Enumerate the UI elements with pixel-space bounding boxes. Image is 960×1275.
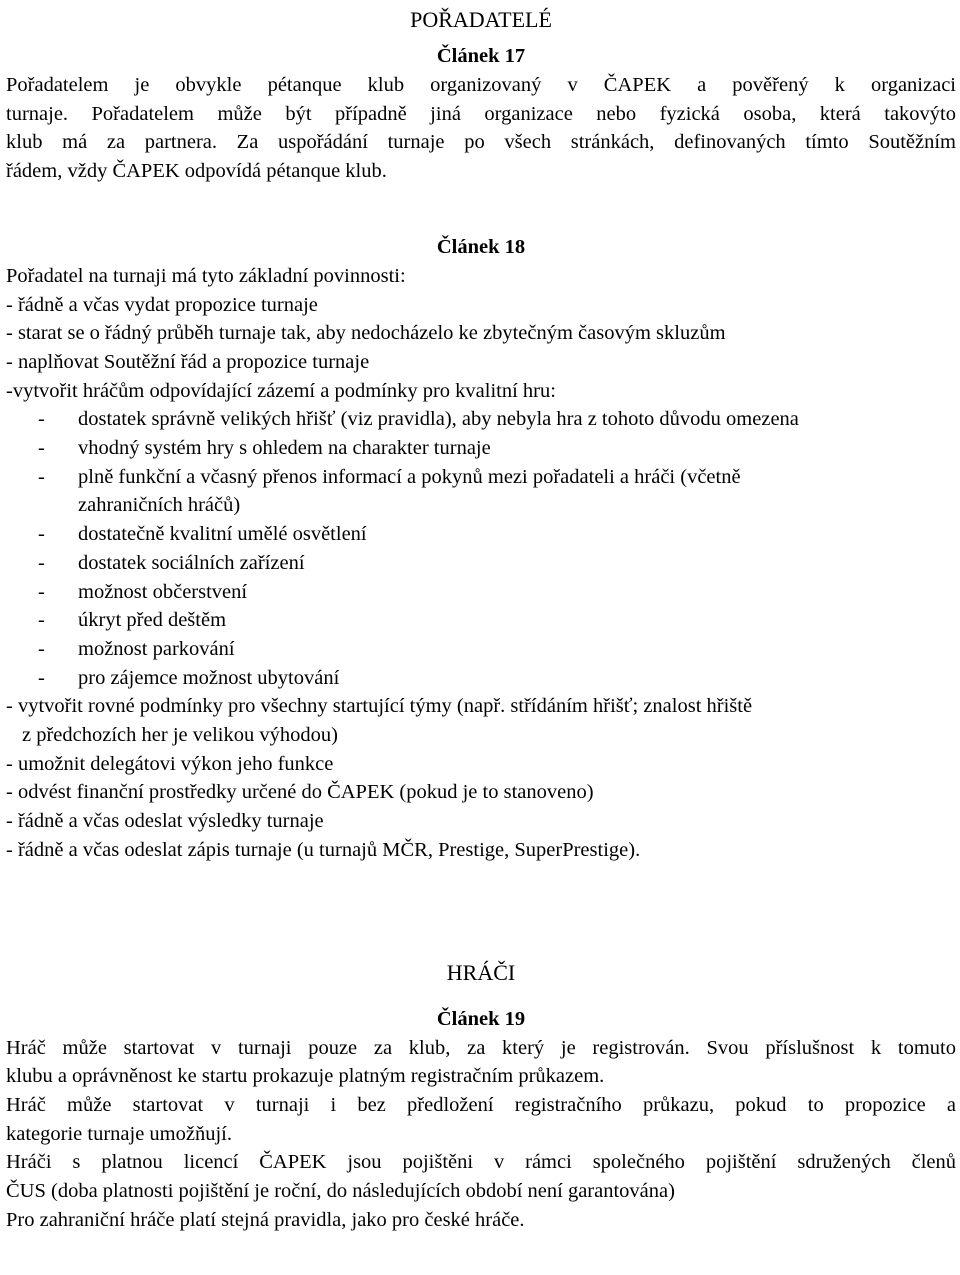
duty-item: - vytvořit rovné podmínky pro všechny startující týmy (např. střídáním hřišť; znalost hřiště xyxy=(6,695,753,718)
sub-item-text: pro zájemce možnost ubytování xyxy=(78,666,340,689)
sub-item-dash: - xyxy=(38,609,45,632)
sub-item xyxy=(6,405,956,434)
article-19-line: klubu a oprávněnost ke startu prokazuje platným registračním průkazem. xyxy=(6,1065,605,1088)
duty-item: - umožnit delegátovi výkon jeho funkce xyxy=(6,752,334,775)
duty-item: -vytvořit hráčům odpovídající zázemí a podmínky pro kvalitní hru: xyxy=(6,379,556,402)
sub-item xyxy=(6,434,956,463)
sub-item xyxy=(6,635,956,664)
article-18-text xyxy=(6,262,956,865)
article-19-line: Pro zahraniční hráče platí stejná pravidla, jako pro české hráče. xyxy=(6,1208,525,1231)
sub-item-text: dostatečně kvalitní umělé osvětlení xyxy=(78,523,367,546)
sub-item-dash: - xyxy=(38,523,45,546)
article-19-line: Hráč může startovat v turnaji i bez předložení registračního průkazu, pokud to propozice a xyxy=(6,1093,956,1116)
sub-item xyxy=(6,549,956,578)
duty-item: - řádně a včas vydat propozice turnaje xyxy=(6,293,318,316)
article-17-title: Článek 17 xyxy=(436,45,526,67)
article-17-line: řádem, vždy ČAPEK odpovídá pétanque klub. xyxy=(6,160,387,183)
sub-item-text: dostatek sociálních zařízení xyxy=(78,551,305,574)
article-19-text xyxy=(6,1034,956,1235)
article-19-title: Článek 19 xyxy=(436,1007,526,1030)
article-18-intro: Pořadatel na turnaji má tyto základní povinnosti: xyxy=(6,264,406,287)
article-17-line: turnaje. Pořadatelem může být případně jiná organizace nebo fyzická osoba, která takovýto xyxy=(6,102,956,125)
sub-item-text: dostatek správně velikých hřišť (viz pravidla), aby nebyla hra z tohoto důvodu omezena xyxy=(78,408,799,431)
sub-item-dash: - xyxy=(38,465,45,488)
duty-item: - odvést finanční prostředky určené do ČAPEK (pokud je to stanoveno) xyxy=(6,781,594,804)
sub-item-dash: - xyxy=(38,437,45,460)
sub-item-text: úkryt před deštěm xyxy=(78,609,227,632)
document-page xyxy=(6,0,956,1235)
sub-item-continuation: zahraničních hráčů) xyxy=(78,494,241,517)
sub-item-text: vhodný systém hry s ohledem na charakter turnaje xyxy=(78,437,491,460)
sub-item xyxy=(6,578,956,607)
article-19-line: Hráč může startovat v turnaji pouze za klub, za který je registrován. Svou příslušnost k tomuto xyxy=(6,1036,956,1059)
article-18-title: Článek 18 xyxy=(436,235,526,258)
sub-item-text: možnost parkování xyxy=(78,637,235,660)
duty-item: - starat se o řádný průběh turnaje tak, aby nedocházelo ke zbytečným časovým skluzům xyxy=(6,322,726,345)
article-17-line: klub má za partnera. Za uspořádání turnaje po všech stránkách, definovaných tímto Soutěžním xyxy=(6,131,956,154)
sub-item-dash: - xyxy=(38,637,45,660)
sub-item-dash: - xyxy=(38,551,45,574)
section-title-organizers: POŘADATELÉ xyxy=(410,7,552,32)
article-19-line: kategorie turnaje umožňují. xyxy=(6,1122,232,1145)
sub-item-dash: - xyxy=(38,666,45,689)
sub-item-text: možnost občerstvení xyxy=(78,580,248,603)
duty-item: - řádně a včas odeslat zápis turnaje (u turnajů MČR, Prestige, SuperPrestige). xyxy=(6,838,641,861)
article-17-line: Pořadatelem je obvykle pétanque klub organizovaný v ČAPEK a pověřený k organizaci xyxy=(6,74,956,96)
duty-item: - naplňovat Soutěžní řád a propozice turnaje xyxy=(6,350,370,373)
article-19-line: Hráči s platnou licencí ČAPEK jsou pojištěni v rámci společného pojištění sdružených členů xyxy=(6,1151,956,1174)
duty-item: - řádně a včas odeslat výsledky turnaje xyxy=(6,810,324,833)
section-title-players: HRÁČI xyxy=(446,959,516,985)
sub-item-text: plně funkční a včasný přenos informací a pokynů mezi pořadateli a hráči (včetně xyxy=(78,465,741,488)
sub-item-dash: - xyxy=(38,580,45,603)
duty-item-continuation: z předchozích her je velikou výhodou) xyxy=(22,724,338,747)
article-17-text xyxy=(6,71,956,186)
sub-item-dash: - xyxy=(38,408,45,431)
sub-item xyxy=(6,664,956,693)
sub-item xyxy=(6,606,956,635)
article-19-line: ČUS (doba platnosti pojištění je roční, do následujících období není garantována) xyxy=(6,1180,675,1203)
sub-item xyxy=(6,463,956,492)
sub-item xyxy=(6,520,956,549)
